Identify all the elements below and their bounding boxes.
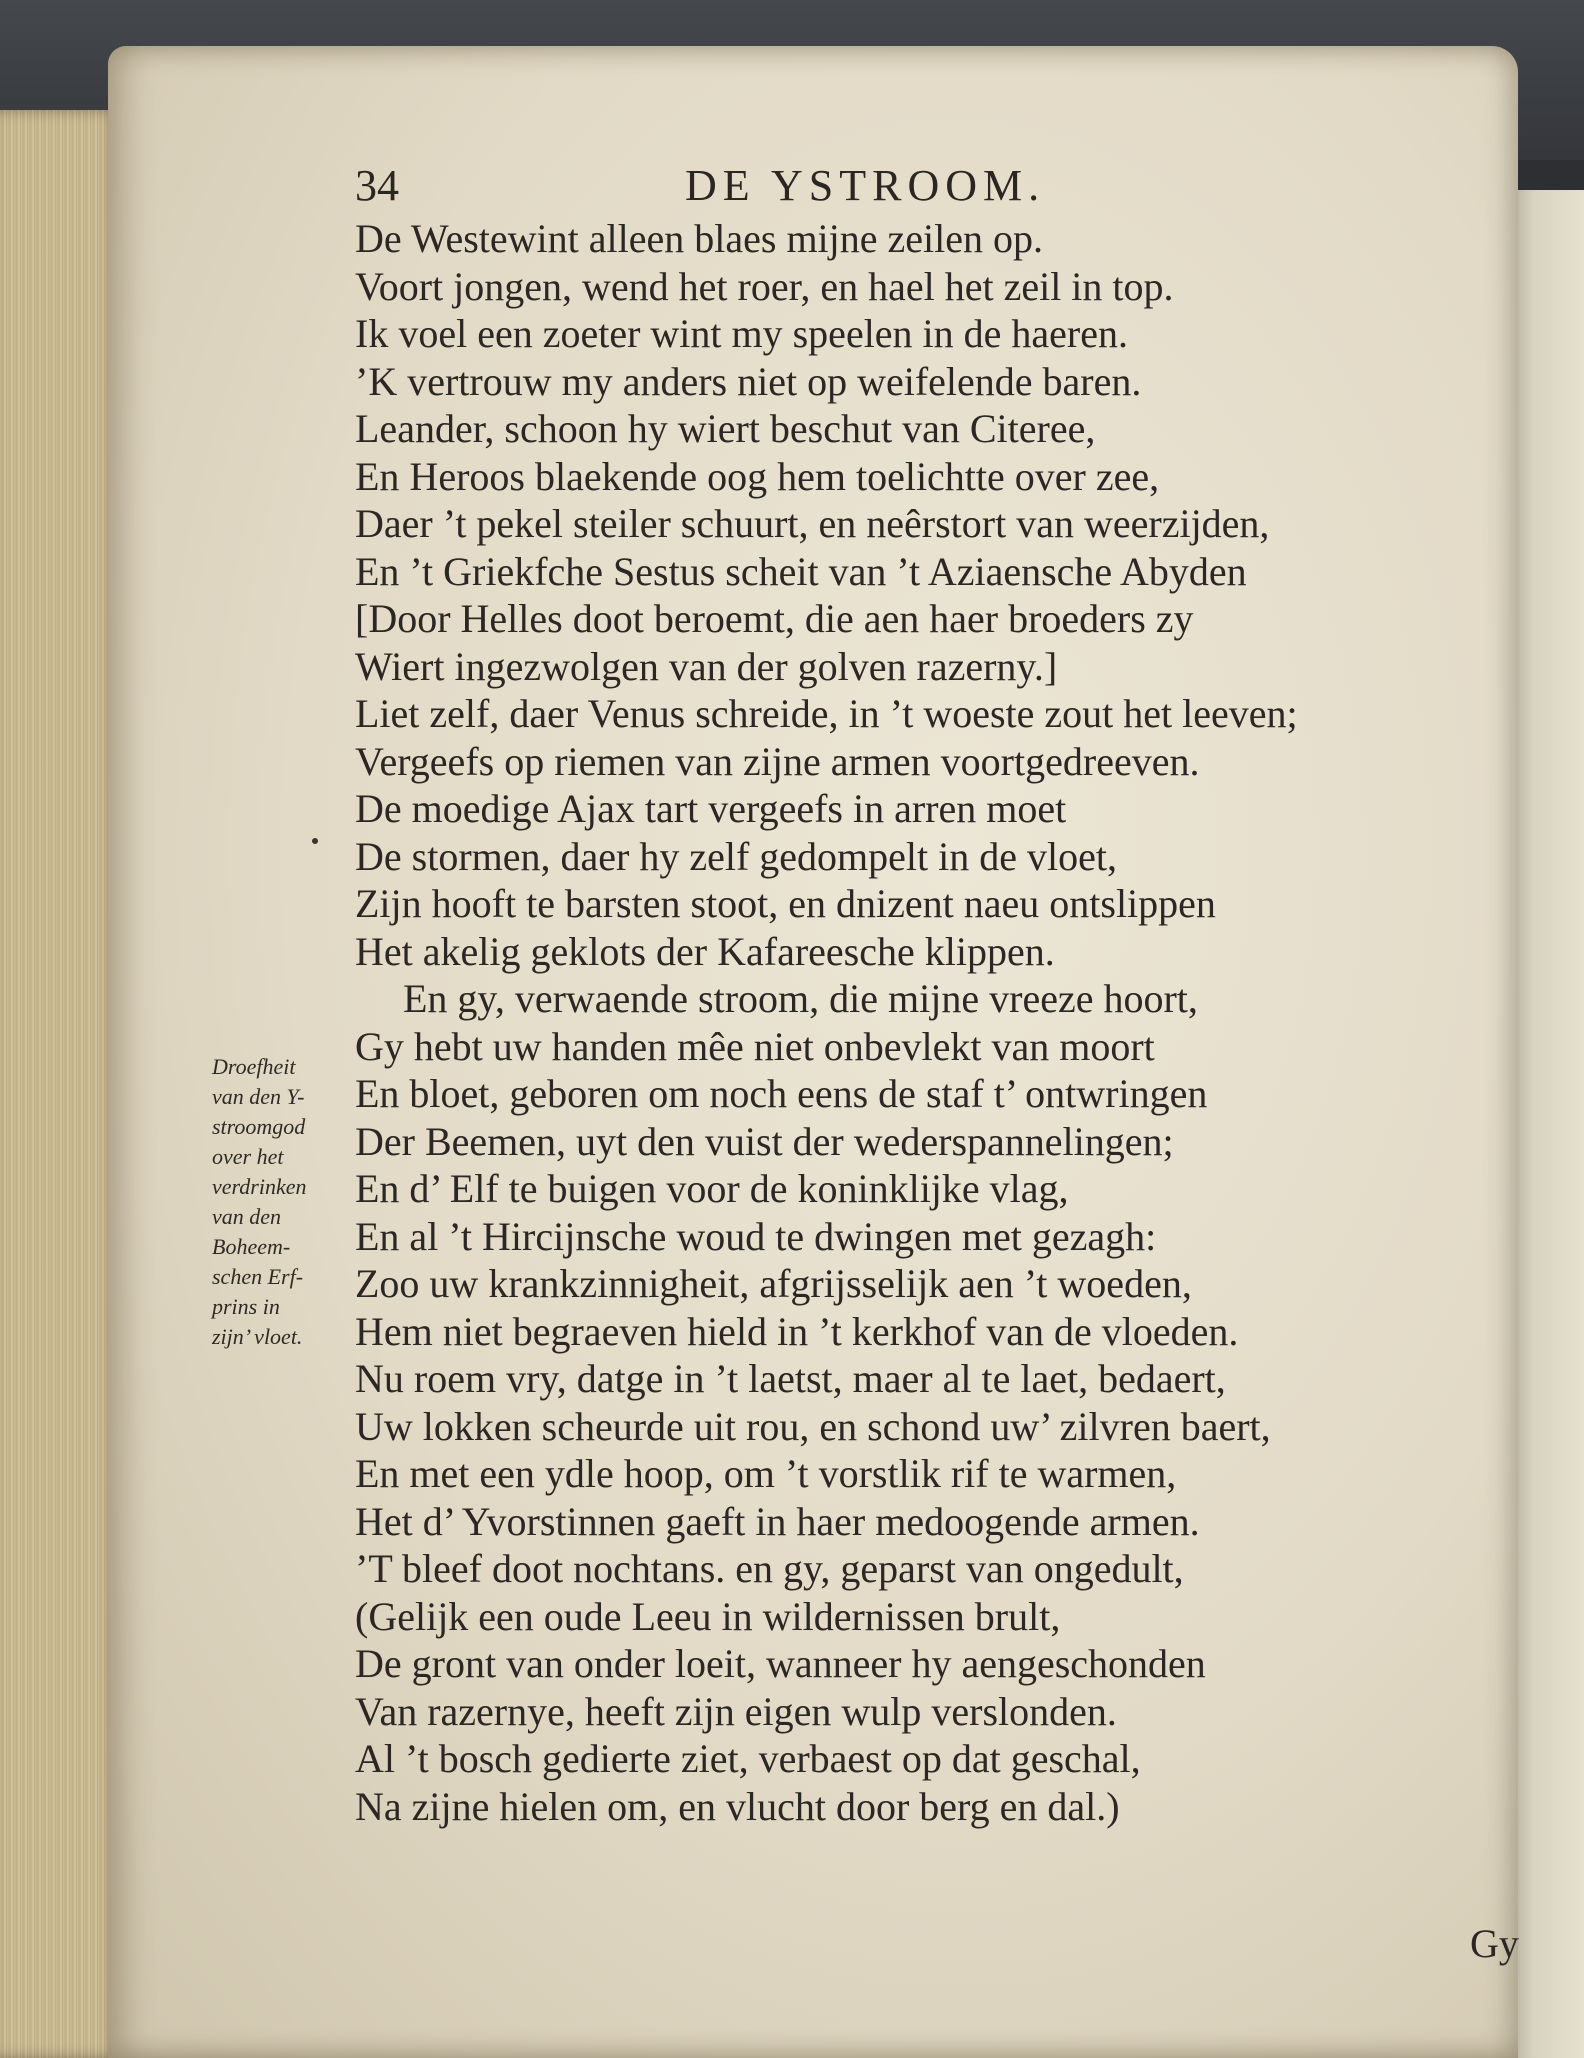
poem-line: ’K vertrouw my anders niet op weifelende baren. [355, 358, 1142, 404]
poem-line: En gy, verwaende stroom, die mijne vreeze hoort, [403, 976, 1198, 1021]
paper-speck [312, 838, 318, 844]
marginal-note-line: schen Erf- [212, 1264, 304, 1289]
poem-line: Het d’ Yvorstinnen gaeft in haer medoogende armen. [355, 1498, 1200, 1544]
poem-line: Vergeefs op riemen van zijne armen voortgedreeven. [355, 738, 1200, 784]
catchword: Gy [1470, 1921, 1519, 1966]
poem-line: Liet zelf, daer Venus schreide, in ’t woeste zout het leeven; [355, 691, 1298, 736]
marginal-note-line: over het [212, 1144, 284, 1169]
poem-line: En d’ Elf te buigen voor de koninklijke vlag, [355, 1166, 1069, 1211]
poem-line: Na zijne hielen om, en vlucht door berg en dal.) [355, 1783, 1120, 1829]
poem-line: Wiert ingezwolgen van der golven razerny.] [355, 643, 1058, 689]
poem-line: (Gelijk een oude Leeu in wildernissen brult, [355, 1593, 1061, 1639]
marginal-note-line: van den [212, 1204, 282, 1229]
poem-line: En met een ydle hoop, om ’t vorstlik rif te warmen, [355, 1451, 1177, 1496]
marginal-note-line: prins in [212, 1294, 280, 1319]
poem-line: Leander, schoon hy wiert beschut van Citeree, [355, 406, 1096, 451]
poem-line: Uw lokken scheurde uit rou, en schond uw’ zilvren baert, [355, 1403, 1271, 1449]
poem-line: Nu roem vry, datge in ’t laetst, maer al te laet, bedaert, [355, 1356, 1226, 1401]
marginal-note [212, 1052, 352, 1352]
page-header [355, 160, 1195, 220]
marginal-note-line: verdrinken [212, 1174, 307, 1199]
poem-line: De stormen, daer hy zelf gedompelt in de vloet, [355, 833, 1117, 879]
poem-line: Van razernye, heeft zijn eigen wulp verslonden. [355, 1688, 1117, 1734]
poem-line: ’T bleef doot nochtans. en gy, geparst van ongedult, [355, 1546, 1184, 1591]
poem-line: En al ’t Hircijnsche woud te dwingen met gezagh: [355, 1213, 1157, 1259]
poem-line: De moedige Ajax tart vergeefs in arren moet [355, 786, 1067, 831]
poem-text [355, 215, 1505, 1830]
marginal-note-line: stroomgod [212, 1114, 306, 1139]
poem-line: En ’t Griekfche Sestus scheit van ’t Aziaensche Abyden [355, 548, 1247, 594]
poem-line: Zoo uw krankzinnigheit, afgrijsselijk aen ’t woeden, [355, 1261, 1192, 1306]
poem-line: De gront van onder loeit, wanneer hy aengeschonden [355, 1641, 1206, 1686]
marginal-note-line: Boheem- [212, 1234, 291, 1259]
poem-line: Der Beemen, uyt den vuist der wederspannelingen; [355, 1118, 1174, 1164]
book-page-edges [0, 110, 120, 2058]
marginal-note-line: Droefheit [212, 1054, 296, 1079]
poem-line: Gy hebt uw handen mêe niet onbevlekt van moort [355, 1023, 1155, 1069]
poem-line: Hem niet begraeven hield in ’t kerkhof van de vloeden. [355, 1308, 1239, 1354]
marginal-note-line: van den Y- [212, 1084, 305, 1109]
poem-line: Ik voel een zoeter wint my speelen in de haeren. [355, 311, 1129, 356]
poem-line: Daer ’t pekel steiler schuurt, en neêrstort van weerzijden, [355, 501, 1270, 546]
poem-line: Het akelig geklots der Kafareesche klippen. [355, 928, 1055, 974]
poem-line: Zijn hooft te barsten stoot, en dnizent naeu ontslippen [355, 881, 1216, 926]
poem-line: De Westewint alleen blaes mijne zeilen op. [355, 216, 1044, 261]
running-title: DE YSTROOM. [685, 161, 1046, 210]
poem-line: En bloet, geboren om noch eens de staf t’ ontwringen [355, 1071, 1208, 1116]
page-number: 34 [355, 161, 399, 210]
marginal-note-line: zijn’ vloet. [212, 1324, 303, 1349]
poem-line: [Door Helles doot beroemt, die aen haer broeders zy [355, 596, 1194, 641]
poem-line: En Heroos blaekende oog hem toelichtte over zee, [355, 453, 1160, 499]
poem-line: Voort jongen, wend het roer, en hael het zeil in top. [355, 263, 1174, 309]
poem-line: Al ’t bosch gedierte ziet, verbaest op dat geschal, [355, 1736, 1141, 1781]
